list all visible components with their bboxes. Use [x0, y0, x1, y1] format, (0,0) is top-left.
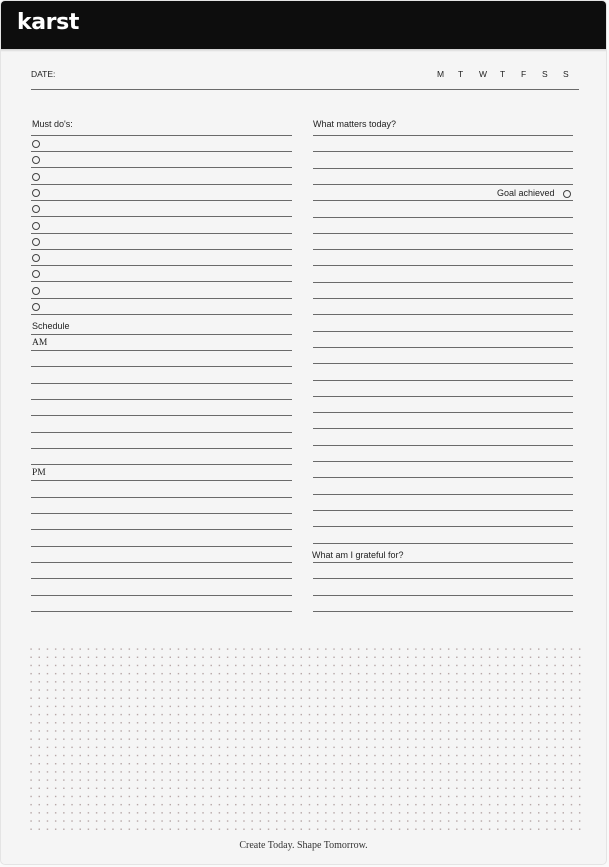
schedule-line[interactable]	[31, 529, 292, 530]
schedule-line[interactable]	[31, 480, 292, 481]
must-do-line[interactable]	[31, 184, 292, 185]
day-friday[interactable]: F	[521, 69, 527, 79]
matters-line[interactable]	[313, 543, 573, 544]
must-do-checkbox[interactable]	[32, 140, 40, 148]
date-label: DATE:	[31, 69, 56, 79]
schedule-line[interactable]	[31, 448, 292, 449]
schedule-line[interactable]	[31, 432, 292, 433]
schedule-line[interactable]	[31, 497, 292, 498]
matters-line[interactable]	[313, 184, 573, 185]
matters-line[interactable]	[313, 135, 573, 136]
matters-line[interactable]	[313, 282, 573, 283]
must-do-line[interactable]	[31, 216, 292, 217]
matters-line[interactable]	[313, 428, 573, 429]
grateful-title: What am I grateful for?	[312, 550, 404, 560]
schedule-line[interactable]	[31, 399, 292, 400]
schedule-line[interactable]	[31, 464, 292, 465]
must-do-checkbox[interactable]	[32, 238, 40, 246]
matters-line[interactable]	[313, 445, 573, 446]
matters-line[interactable]	[313, 526, 573, 527]
matters-line[interactable]	[313, 494, 573, 495]
must-do-checkbox[interactable]	[32, 270, 40, 278]
must-do-line[interactable]	[31, 298, 292, 299]
must-do-checkbox[interactable]	[32, 189, 40, 197]
schedule-line[interactable]	[31, 611, 292, 612]
matters-line[interactable]	[313, 298, 573, 299]
schedule-line[interactable]	[31, 415, 292, 416]
schedule-line[interactable]	[31, 383, 292, 384]
grateful-line[interactable]	[313, 611, 573, 612]
footer-tagline: Create Today. Shape Tomorrow.	[239, 840, 368, 851]
matters-line[interactable]	[313, 510, 573, 511]
grateful-line[interactable]	[313, 578, 573, 579]
goal-achieved-label: Goal achieved	[497, 188, 555, 198]
schedule-line[interactable]	[31, 350, 292, 351]
schedule-line[interactable]	[31, 562, 292, 563]
must-do-line[interactable]	[31, 135, 292, 136]
matters-line[interactable]	[313, 331, 573, 332]
must-do-checkbox[interactable]	[32, 173, 40, 181]
karst-logo: karst	[17, 10, 79, 35]
schedule-line[interactable]	[31, 546, 292, 547]
weekday-selector	[437, 69, 584, 79]
schedule-title: Schedule	[32, 321, 70, 331]
day-wednesday[interactable]: W	[479, 69, 488, 79]
must-do-line[interactable]	[31, 314, 292, 315]
matters-line[interactable]	[313, 347, 573, 348]
must-do-checkbox[interactable]	[32, 205, 40, 213]
planner-page	[1, 1, 606, 864]
dot-grid-notes-area[interactable]	[27, 645, 581, 831]
header-shadow	[1, 49, 606, 52]
must-do-line[interactable]	[31, 167, 292, 168]
must-do-checkbox[interactable]	[32, 156, 40, 164]
must-do-line[interactable]	[31, 200, 292, 201]
goal-achieved-checkbox[interactable]	[563, 190, 571, 198]
date-line[interactable]	[31, 89, 579, 90]
must-do-checkbox[interactable]	[32, 222, 40, 230]
must-do-checkbox[interactable]	[32, 254, 40, 262]
grateful-line[interactable]	[313, 595, 573, 596]
matters-line[interactable]	[313, 249, 573, 250]
must-do-line[interactable]	[31, 265, 292, 266]
day-saturday[interactable]: S	[542, 69, 548, 79]
matters-line[interactable]	[313, 396, 573, 397]
day-sunday[interactable]: S	[563, 69, 569, 79]
must-do-title: Must do's:	[32, 119, 73, 129]
must-do-checkbox[interactable]	[32, 287, 40, 295]
matters-line[interactable]	[313, 477, 573, 478]
day-thursday[interactable]: T	[500, 69, 506, 79]
matters-line[interactable]	[313, 168, 573, 169]
day-tuesday[interactable]: T	[458, 69, 464, 79]
pm-label: PM	[32, 468, 46, 478]
must-do-line[interactable]	[31, 151, 292, 152]
must-do-line[interactable]	[31, 249, 292, 250]
matters-line[interactable]	[313, 151, 573, 152]
schedule-line[interactable]	[31, 513, 292, 514]
day-monday[interactable]: M	[437, 69, 445, 79]
matters-line[interactable]	[313, 314, 573, 315]
must-do-checkbox[interactable]	[32, 303, 40, 311]
matters-line[interactable]	[313, 363, 573, 364]
am-label: AM	[32, 338, 48, 348]
matters-line[interactable]	[313, 461, 573, 462]
grateful-line[interactable]	[313, 562, 573, 563]
matters-line[interactable]	[313, 233, 573, 234]
must-do-line[interactable]	[31, 233, 292, 234]
matters-title: What matters today?	[313, 119, 397, 129]
matters-line[interactable]	[313, 200, 573, 201]
matters-line[interactable]	[313, 217, 573, 218]
matters-line[interactable]	[313, 265, 573, 266]
brand-header-bar	[1, 1, 606, 49]
schedule-line[interactable]	[31, 334, 292, 335]
schedule-line[interactable]	[31, 595, 292, 596]
schedule-line[interactable]	[31, 366, 292, 367]
matters-line[interactable]	[313, 380, 573, 381]
schedule-line[interactable]	[31, 578, 292, 579]
matters-line[interactable]	[313, 412, 573, 413]
must-do-line[interactable]	[31, 281, 292, 282]
